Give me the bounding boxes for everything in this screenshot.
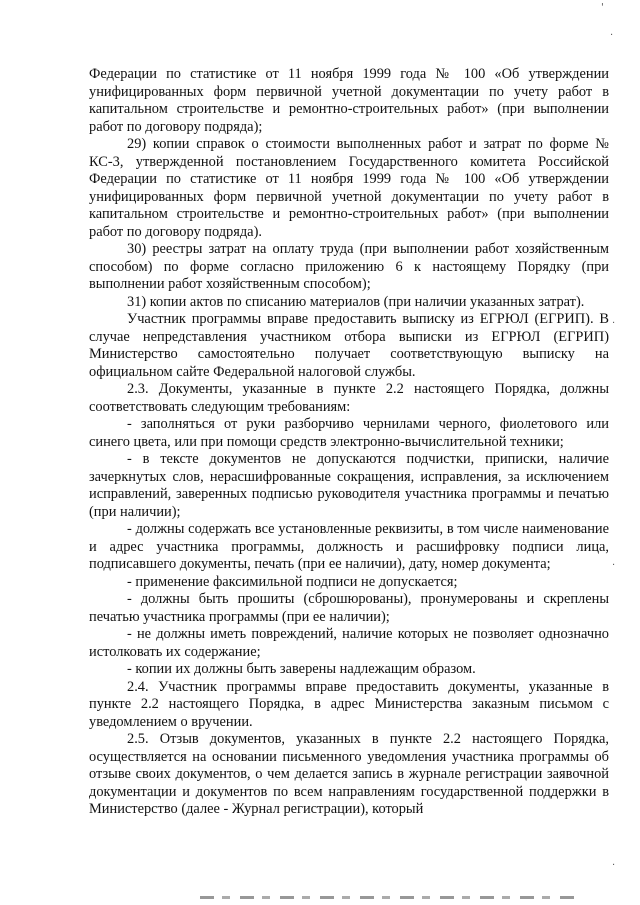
paragraph: - должны быть прошиты (сброшюрованы), пронумерованы и скреплены печатью участника программы (при ее наличии); xyxy=(89,591,609,625)
paragraph: - не должны иметь повреждений, наличие которых не позволяет однозначно истолковать их содержание; xyxy=(89,626,609,660)
paragraph: 2.5. Отзыв документов, указанных в пункте 2.2 настоящего Порядка, осуществляется на основании письменного уведомления участника программы об отзыве своих документов, о чем делается запись в журнале регистрации заявочной документации и документов по всем направлениям государственной поддержки в Министерство (далее - Журнал регистрации), который xyxy=(89,731,609,817)
paragraph: Участник программы вправе предоставить выписку из ЕГРЮЛ (ЕГРИП). В случае непредставления участником отбора выписки из ЕГРЮЛ (ЕГРИП) Министерство самостоятельно получает соответствующую выписку на официальном сайте Федеральной налоговой службы. xyxy=(89,311,609,380)
scan-mark: · xyxy=(610,30,614,41)
scan-mark: · xyxy=(612,318,616,329)
scan-mark: · xyxy=(612,860,616,871)
paragraph: - применение факсимильной подписи не допускается; xyxy=(127,573,458,590)
document-body xyxy=(89,66,609,819)
paragraph: 2.3. Документы, указанные в пункте 2.2 настоящего Порядка, должны соответствовать следующим требованиям: xyxy=(89,381,609,415)
paragraph: 29) копии справок о стоимости выполненных работ и затрат по форме № КС-3, утвержденной постановлением Государственного комитета Российской Федерации по статистике от 11 ноября 1999 года № 100 «Об утверждении унифицированных форм первичной учетной документации по учету работ в капитальном строительстве и ремонтно-строительных работ» (при выполнении работ по договору подряда). xyxy=(89,136,609,240)
paragraph: 2.4. Участник программы вправе предоставить документы, указанные в пункте 2.2 настоящего Порядка, в адрес Министерства заказным письмом с уведомлением о вручении. xyxy=(89,678,609,730)
scan-mark: ' xyxy=(601,2,604,13)
paragraph: - заполняться от руки разборчиво чернилами черного, фиолетового или синего цвета, или при помощи средств электронно-вычислительной техники; xyxy=(89,416,609,450)
paragraph: Федерации по статистике от 11 ноября 1999 года № 100 «Об утверждении унифицированных форм первичной учетной документации по учету работ в капитальном строительстве и ремонтно-строительных работ» (при выполнении работ по договору подряда); xyxy=(89,66,609,135)
scan-mark: · xyxy=(612,560,616,571)
scan-footer-artifact xyxy=(200,896,580,899)
paragraph: - должны содержать все установленные реквизиты, в том числе наименование и адрес участника программы, должность и расшифровку подписи лица, подписавшего документы, печать (при ее наличии), дату, номер документа; xyxy=(89,521,609,572)
paragraph: - копии их должны быть заверены надлежащим образом. xyxy=(127,661,476,677)
paragraph: 30) реестры затрат на оплату труда (при выполнении работ хозяйственным способом) по форме согласно приложению 6 к настоящему Порядку (при выполнении работ хозяйственным способом); xyxy=(89,241,609,292)
paragraph: 31) копии актов по списанию материалов (при наличии указанных затрат). xyxy=(127,293,585,310)
paragraph: - в тексте документов не допускаются подчистки, приписки, наличие зачеркнутых слов, нерасшифрованные сокращения, исправления, за исключением исправлений, заверенных подписью руководителя участника программы и печатью (при наличии); xyxy=(89,451,609,520)
